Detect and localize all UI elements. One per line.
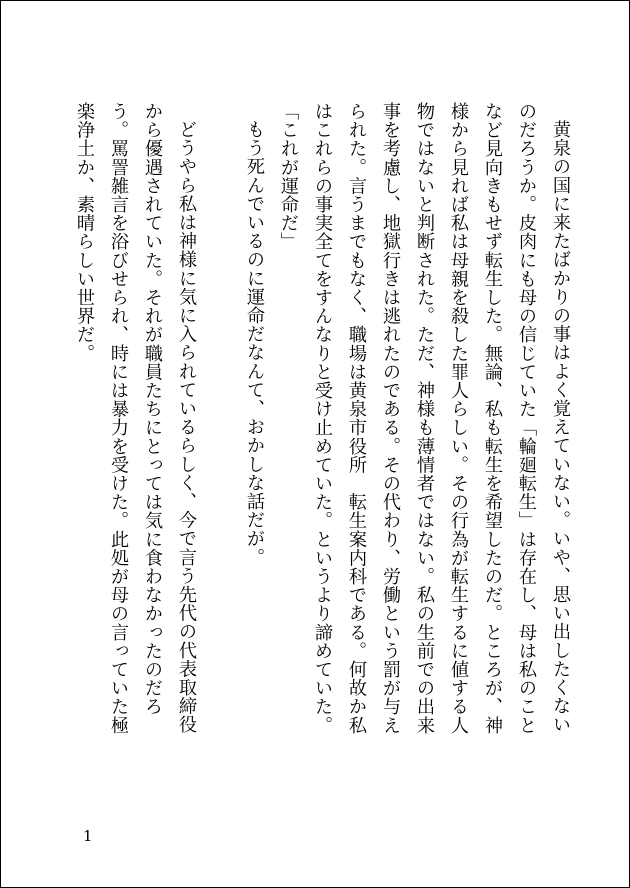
paragraph-workplace: どうやら私は神様に気に入られているらしく、今で言う先代の代表取締役から優遇されていた。それが職員たちにとっては気に食わなかったのだろう。罵詈雑言を浴びせられ、時には暴力を受けた。此処が母の言っていた極楽浄土か、素晴らしい世界だ。	[74, 102, 197, 735]
page-number: 1	[83, 827, 93, 845]
vertical-text-body	[67, 102, 577, 742]
paragraph-arrival: 黄泉の国に来たばかりの事はよく覚えていない。いや、思い出したくないのだろうか。皮肉にも母の信じていた「輪廻転生」は存在し、母は私のことなど見向きもせず転生した。無論、私も転生を希望したのだ。ところが、神様から見れば私は母親を殺した罪人らしい。その行為が転生するに値する人物ではないと判断された。ただ、神様も薄情者ではない。私の生前での出来事を考慮し、地獄行きは逃れたのである。その代わり、労働という罰が与えられた。言うまでもなく、職場は黄泉市役所 転生案内科である。何故か私はこれらの事実全てをすんなりと受け止めていた。というより諦めていた。	[312, 102, 571, 735]
paragraph-spacer	[203, 102, 237, 742]
paragraph-dialogue: 「これが運命だ」	[278, 102, 299, 251]
paragraph-reflection: もう死んでいるのに運命だなんて、おかしな話だが。	[244, 120, 265, 567]
